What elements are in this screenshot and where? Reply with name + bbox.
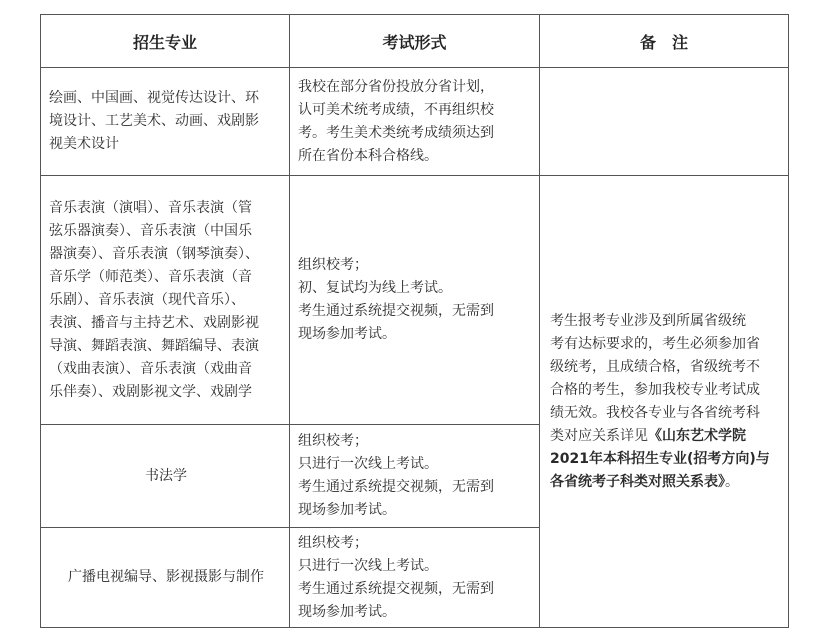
major-line: 乐剧）、音乐表演（现代音乐）、 — [49, 291, 245, 308]
exam-line: 考生通过系统提交视频，无需到 — [298, 479, 494, 495]
remarks-line-mixed — [550, 425, 782, 448]
header-row — [41, 15, 789, 68]
remarks-doc-title-line: 各省统考子科类对照关系表》 — [550, 473, 725, 490]
exam-line: 组织校考； — [298, 257, 368, 273]
major-line: 视美术设计 — [49, 136, 119, 152]
remarks-prefix: 类对应关系详见 — [550, 427, 648, 444]
remarks-cell-empty — [540, 68, 789, 176]
major-line: 音乐表演（演唱）、音乐表演（管 — [49, 199, 252, 216]
exam-line: 组织校考； — [298, 433, 368, 449]
remarks-suffix: 。 — [725, 473, 739, 490]
major-cell: 书法学 — [41, 425, 290, 528]
admission-table — [40, 14, 789, 628]
exam-line: 现场参加考试。 — [298, 603, 396, 620]
exam-line: 考。考生美术类统考成绩须达到 — [298, 124, 494, 141]
major-line: 音乐学（师范类）、音乐表演（音 — [49, 268, 252, 285]
exam-line: 组织校考； — [298, 534, 368, 551]
header-remarks: 备 注 — [540, 15, 789, 68]
major-line: 绘画、中国画、视觉传达设计、环 — [49, 90, 259, 106]
exam-line: 认可美术统考成绩，不再组织校 — [298, 101, 494, 118]
exam-line: 初、复试均为线上考试。 — [298, 280, 452, 296]
major-line: 表演、播音与主持艺术、戏剧影视 — [49, 314, 259, 331]
remarks-line: 考有达标要求的，考生必须参加省 — [550, 335, 760, 352]
exam-form-cell — [290, 425, 540, 528]
remarks-doc-title-end-line — [550, 471, 782, 494]
header-exam-form: 考试形式 — [290, 15, 540, 68]
remarks-line: 考生报考专业涉及到所属省级统 — [550, 312, 746, 329]
exam-form-cell — [290, 176, 540, 425]
remarks-doc-title-start: 《山东艺术学院 — [648, 427, 746, 444]
major-line: 器演奏）、音乐表演（钢琴演奏）、 — [49, 245, 259, 262]
major-line: 弦乐器演奏）、音乐表演（中国乐 — [49, 222, 252, 239]
exam-line: 现场参加考试。 — [298, 326, 396, 342]
exam-line: 我校在部分省份投放分省计划， — [298, 78, 494, 95]
major-line: 导演、舞蹈表演、舞蹈编导、表演 — [49, 337, 259, 354]
exam-line: 考生通过系统提交视频，无需到 — [298, 580, 494, 597]
major-line: 乐伴奏）、戏剧影视文学、戏剧学 — [49, 383, 252, 400]
exam-line: 只进行一次线上考试。 — [298, 456, 438, 472]
remarks-cell — [540, 176, 789, 628]
exam-line: 考生通过系统提交视频，无需到 — [298, 303, 494, 319]
major-cell: 广播电视编导、影视摄影与制作 — [41, 528, 290, 628]
major-line: （戏曲表演）、音乐表演（戏曲音 — [49, 360, 252, 377]
remarks-line: 合格的考生，参加我校专业考试成 — [550, 381, 760, 398]
exam-line: 现场参加考试。 — [298, 502, 396, 518]
major-line: 境设计、工艺美术、动画、戏剧影 — [49, 113, 259, 129]
header-major: 招生专业 — [41, 15, 290, 68]
exam-line: 只进行一次线上考试。 — [298, 557, 438, 574]
table-row — [41, 68, 789, 176]
exam-form-cell — [290, 68, 540, 176]
table-row — [41, 176, 789, 425]
remarks-line: 级统考，且成绩合格，省级统考不 — [550, 358, 760, 375]
exam-form-cell — [290, 528, 540, 628]
major-cell — [41, 68, 290, 176]
exam-line: 所在省份本科合格线。 — [298, 147, 438, 164]
remarks-line: 绩无效。我校各专业与各省统考科 — [550, 404, 760, 421]
remarks-doc-title-line: 2021年本科招生专业(招考方向)与 — [550, 450, 770, 467]
major-cell — [41, 176, 290, 425]
